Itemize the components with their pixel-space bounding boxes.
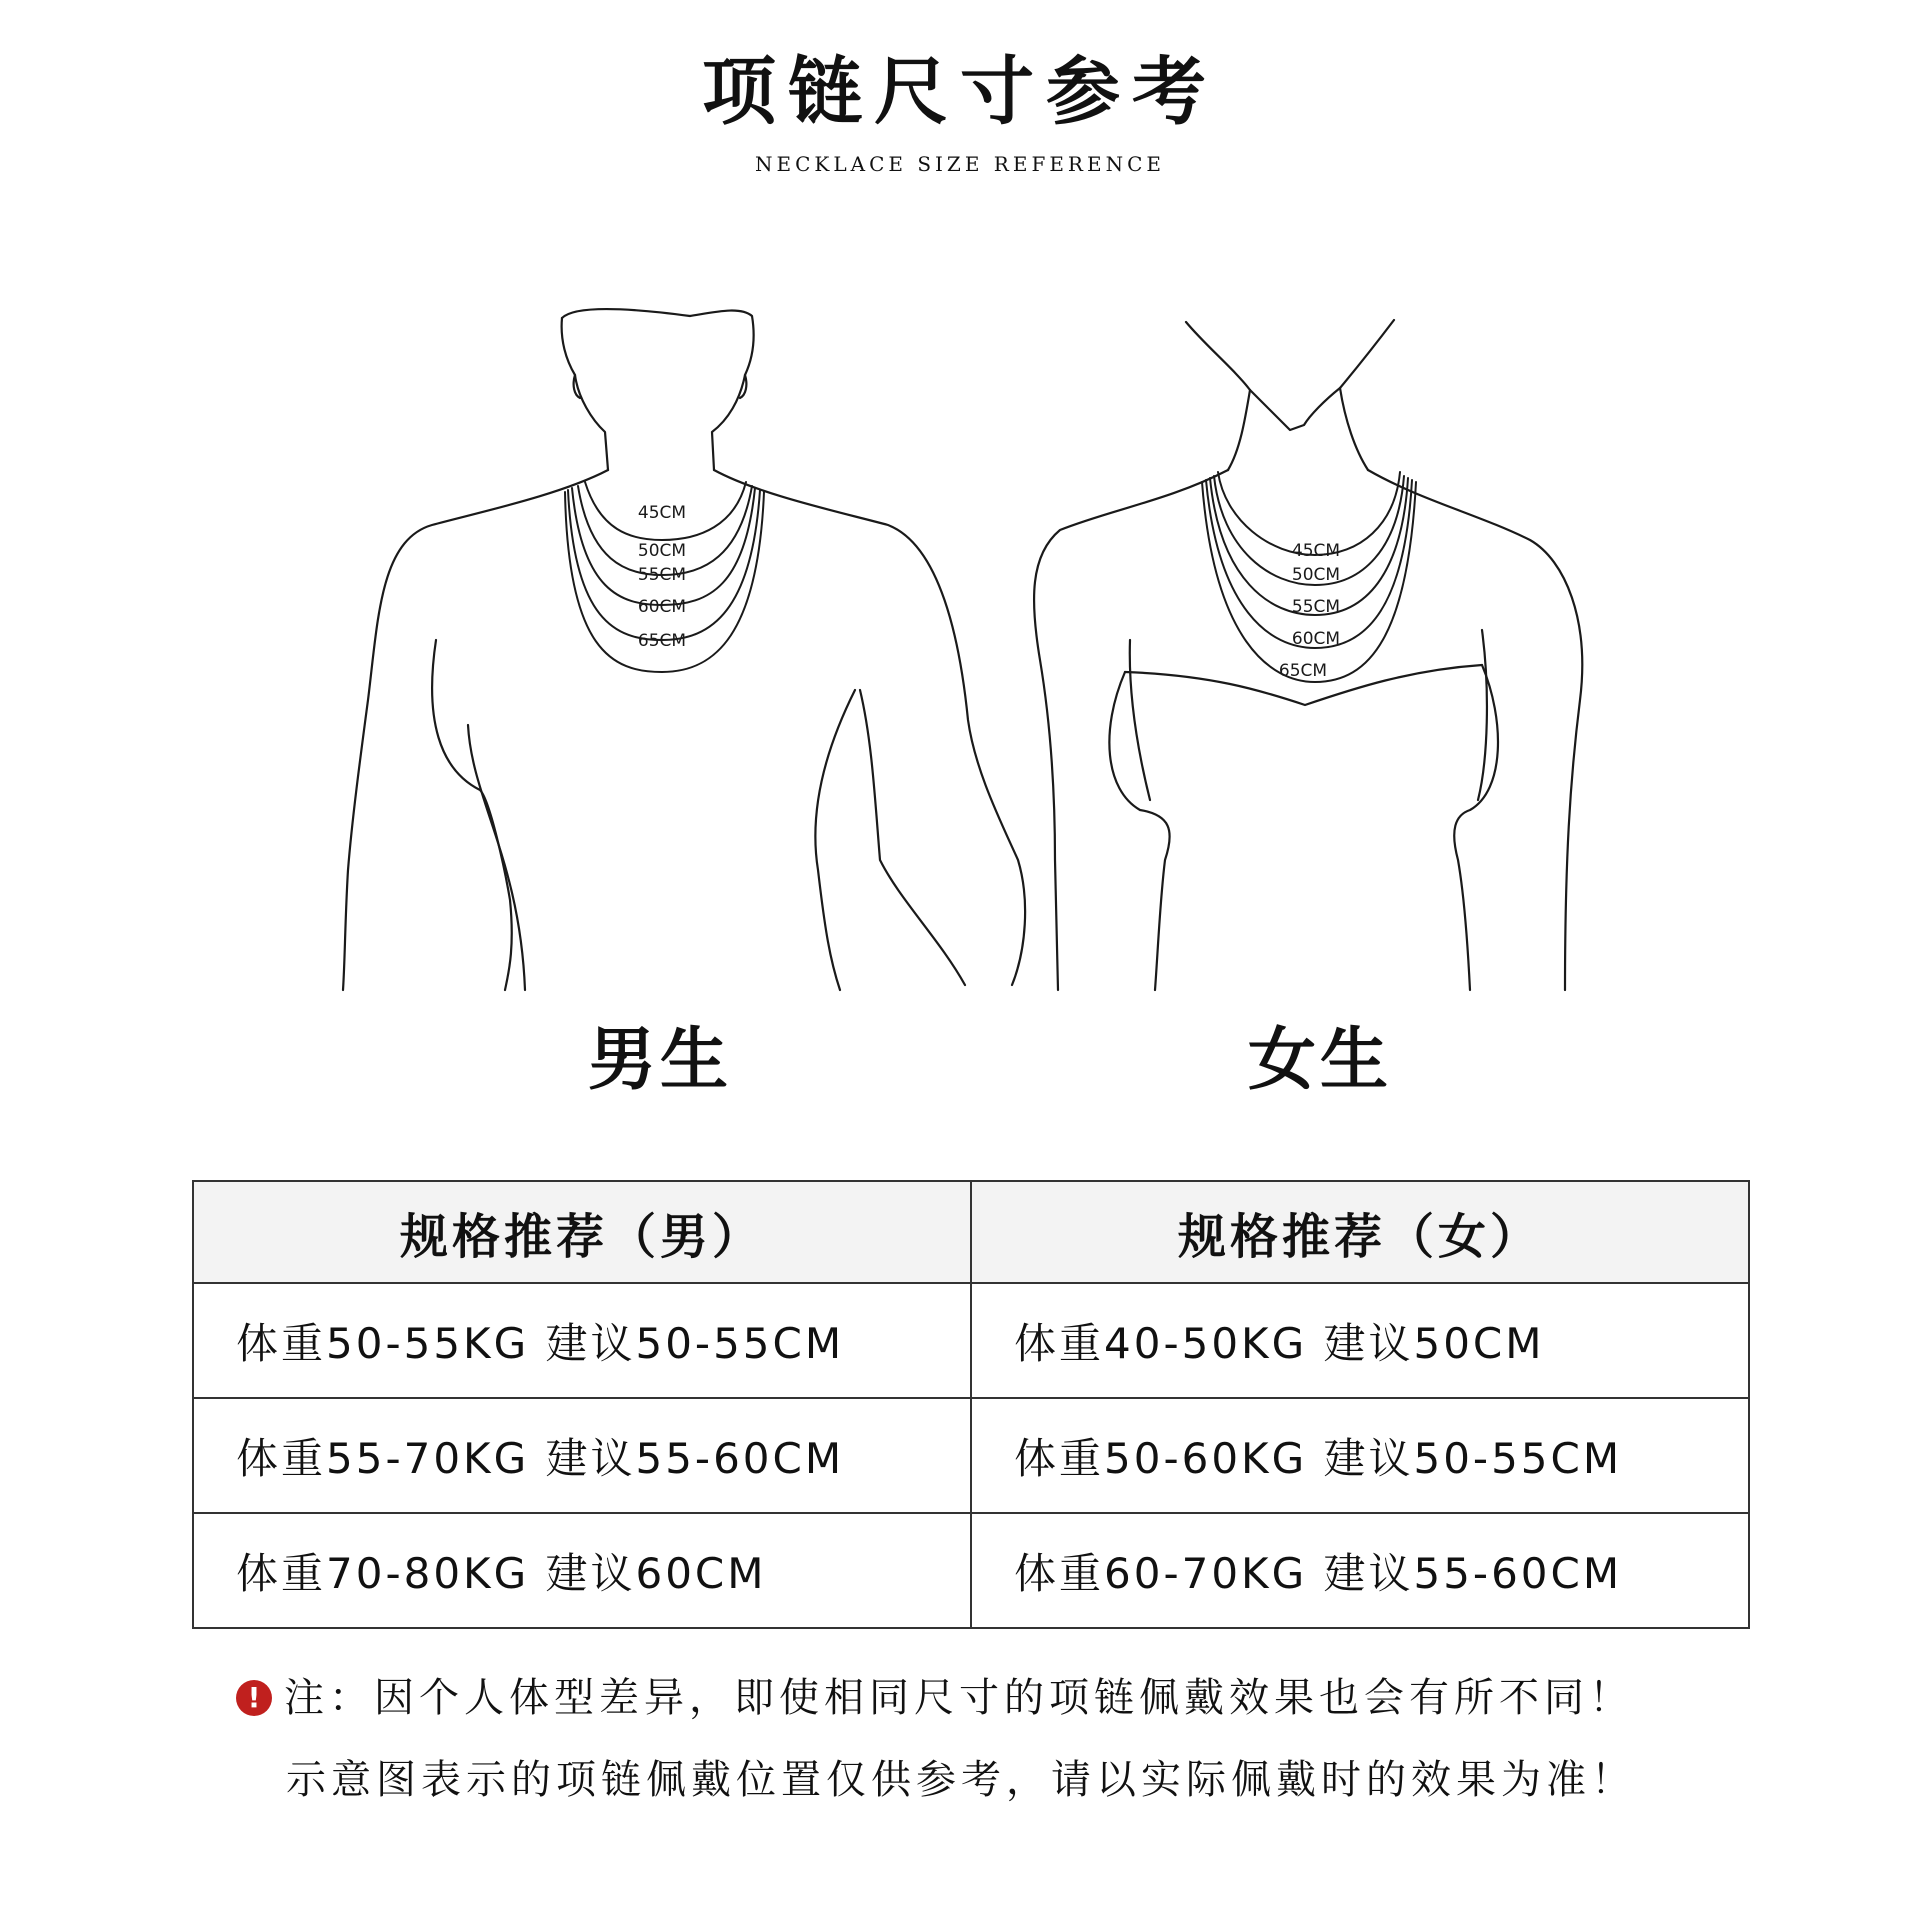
table-header-row — [193, 1181, 1749, 1283]
male-length-label: 60CM — [637, 597, 687, 617]
note-text-1: 注：因个人体型差异，即使相同尺寸的项链佩戴效果也会有所不同！ — [284, 1675, 1634, 1721]
table-row — [193, 1283, 1749, 1398]
table-header-male: 规格推荐（男） — [193, 1181, 971, 1283]
female-length-label: 65CM — [1278, 661, 1328, 681]
note-line-1 — [236, 1670, 1736, 1726]
note-line-2: 示意图表示的项链佩戴位置仅供参考，请以实际佩戴时的效果为准！ — [286, 1757, 1636, 1803]
female-length-label: 55CM — [1291, 597, 1341, 617]
female-label: 女生 — [1247, 1020, 1392, 1100]
table-row — [193, 1513, 1749, 1628]
table-cell-female: 体重50-60KG 建议50-55CM — [971, 1398, 1749, 1513]
table-row — [193, 1398, 1749, 1513]
male-label: 男生 — [587, 1020, 732, 1100]
table-header-female: 规格推荐（女） — [971, 1181, 1749, 1283]
male-length-label: 50CM — [637, 541, 687, 561]
male-length-label: 65CM — [637, 631, 687, 651]
female-length-label: 50CM — [1291, 565, 1341, 585]
exclamation-icon: ! — [236, 1680, 272, 1716]
table-cell-female: 体重40-50KG 建议50CM — [971, 1283, 1749, 1398]
page-title: 项链尺寸参考 — [702, 49, 1218, 135]
table-cell-male: 体重70-80KG 建议60CM — [193, 1513, 971, 1628]
male-length-label: 45CM — [637, 503, 687, 523]
table-cell-male: 体重50-55KG 建议50-55CM — [193, 1283, 971, 1398]
table-cell-female: 体重60-70KG 建议55-60CM — [971, 1513, 1749, 1628]
page-subtitle: NECKLACE SIZE REFERENCE — [755, 152, 1165, 176]
female-length-label: 45CM — [1291, 541, 1341, 561]
table-cell-male: 体重55-70KG 建议55-60CM — [193, 1398, 971, 1513]
female-figure-outline — [1034, 320, 1582, 990]
female-length-label: 60CM — [1291, 629, 1341, 649]
size-recommendation-table — [192, 1180, 1750, 1629]
male-length-label: 55CM — [637, 565, 687, 585]
